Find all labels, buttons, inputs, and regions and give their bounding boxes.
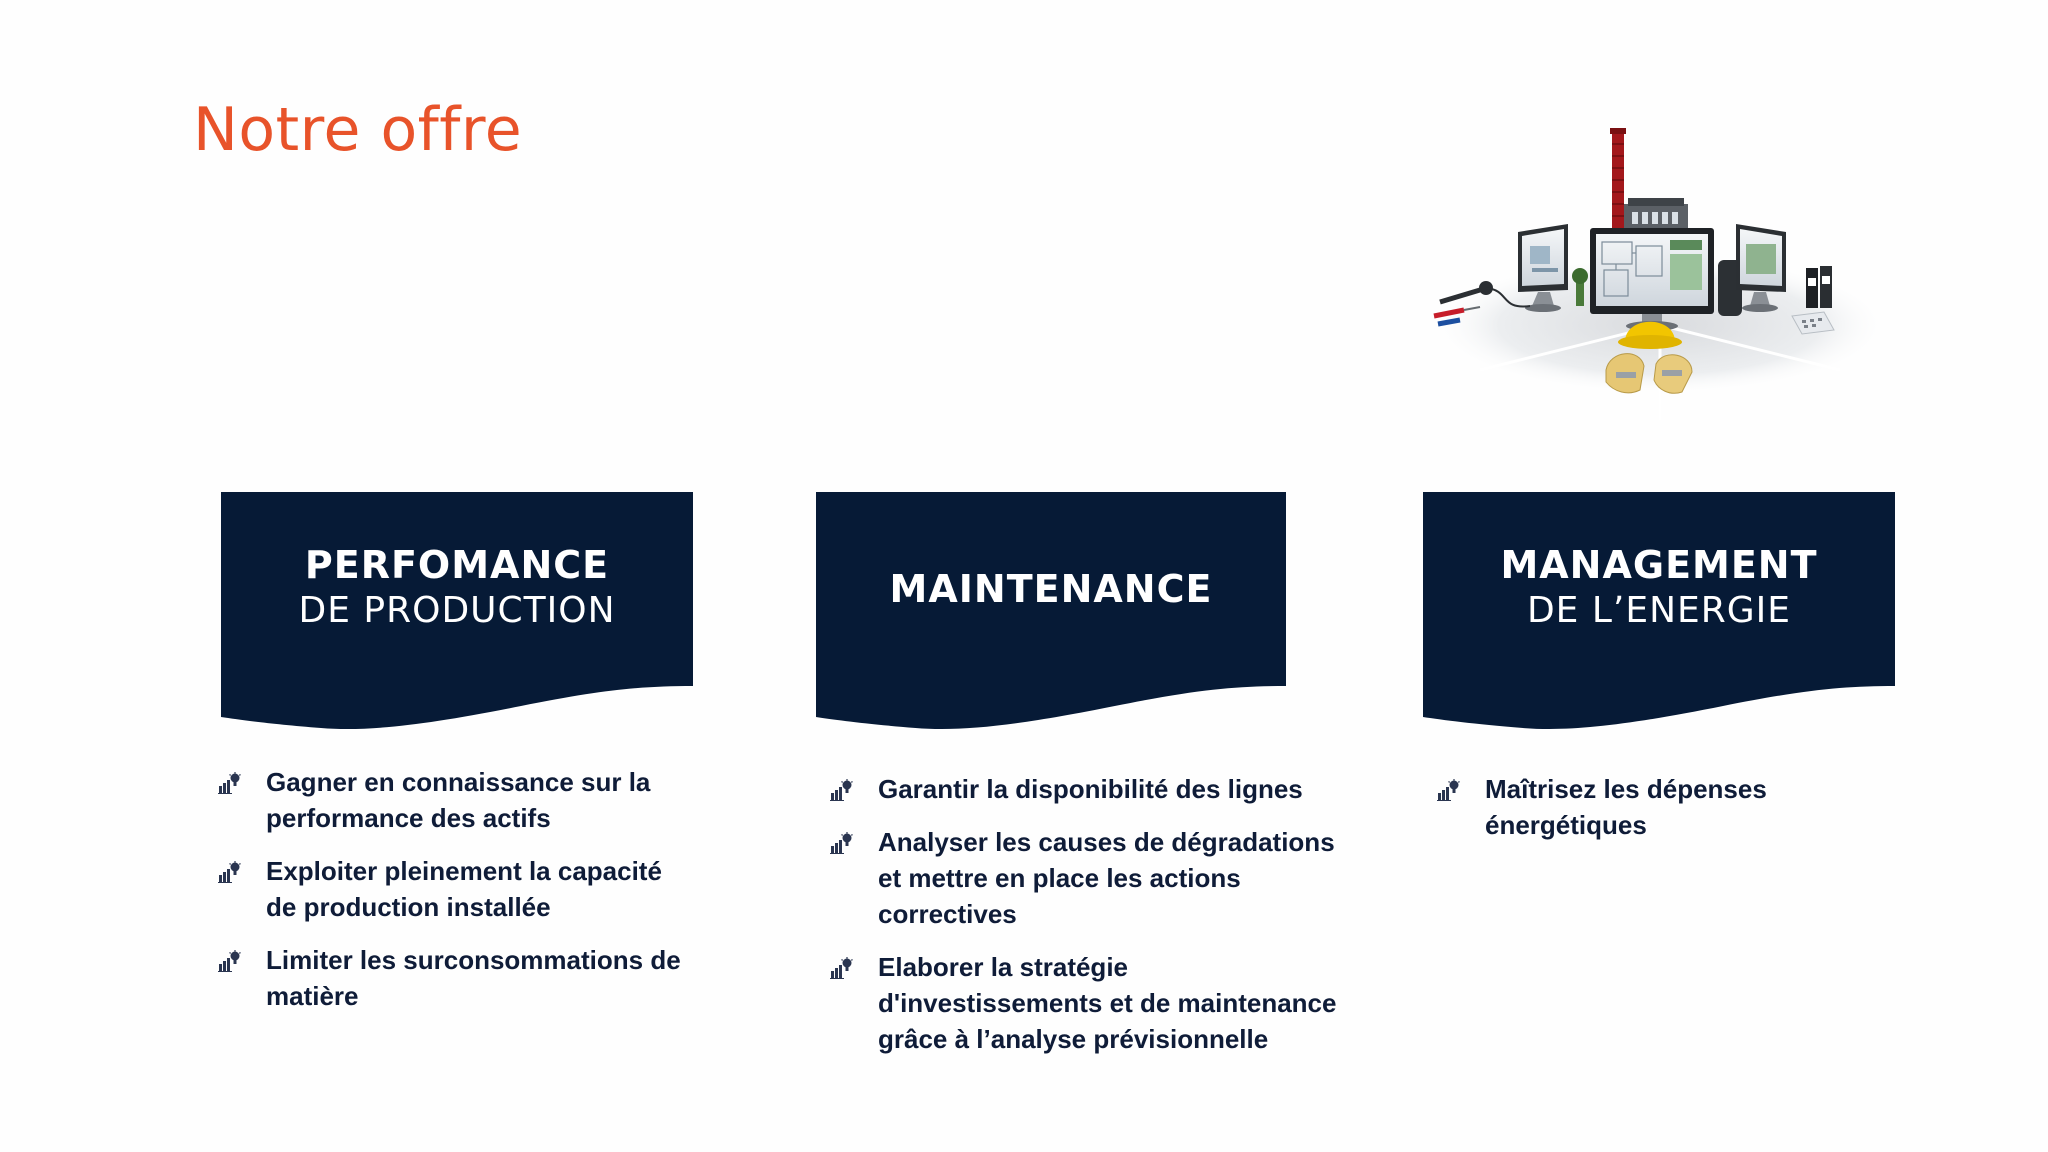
list-item xyxy=(218,853,688,925)
industrial-monitoring-illustration xyxy=(1420,120,1900,440)
list-item xyxy=(218,764,688,836)
card-energy-bullets xyxy=(1437,771,1857,860)
list-item xyxy=(1437,771,1857,843)
list-item xyxy=(830,949,1350,1057)
card-title xyxy=(816,566,1286,612)
card-maintenance xyxy=(816,492,1286,732)
chart-bulb-icon xyxy=(218,950,242,972)
card-maintenance-bullets xyxy=(830,771,1350,1074)
card-title-bold: PERFOMANCE xyxy=(304,543,610,587)
slide-title: Notre offre xyxy=(193,95,523,165)
chart-bulb-icon xyxy=(830,779,854,801)
card-production-performance xyxy=(221,492,693,732)
bullet-text: Garantir la disponibilité des lignes xyxy=(878,774,1303,804)
chart-bulb-icon xyxy=(218,772,242,794)
bullet-text: Maîtrisez les dépenses énergétiques xyxy=(1485,774,1767,840)
list-item xyxy=(830,824,1350,932)
chart-bulb-icon xyxy=(830,957,854,979)
card-title xyxy=(1423,542,1895,634)
chart-bulb-icon xyxy=(218,861,242,883)
list-item xyxy=(218,942,688,1014)
card-production-bullets xyxy=(218,764,688,1031)
card-title-bold: MAINTENANCE xyxy=(889,567,1213,611)
card-banner xyxy=(816,492,1286,732)
card-title xyxy=(221,542,693,634)
bullet-text: Gagner en connaissance sur la performance des actifs xyxy=(266,767,651,833)
bullet-text: Elaborer la stratégie d'investissements et de maintenance grâce à l’analyse prévisionnelle xyxy=(878,952,1337,1054)
list-item xyxy=(830,771,1350,807)
chart-bulb-icon xyxy=(830,832,854,854)
bullet-text: Analyser les causes de dégradations et mettre en place les actions correctives xyxy=(878,827,1335,929)
card-title-bold: MANAGEMENT xyxy=(1500,543,1818,587)
card-energy-management xyxy=(1423,492,1895,732)
chart-bulb-icon xyxy=(1437,779,1461,801)
card-title-light: DE PRODUCTION xyxy=(298,590,616,631)
bullet-text: Exploiter pleinement la capacité de production installée xyxy=(266,856,662,922)
bullet-text: Limiter les surconsommations de matière xyxy=(266,945,681,1011)
card-title-light: DE L’ENERGIE xyxy=(1526,590,1792,631)
